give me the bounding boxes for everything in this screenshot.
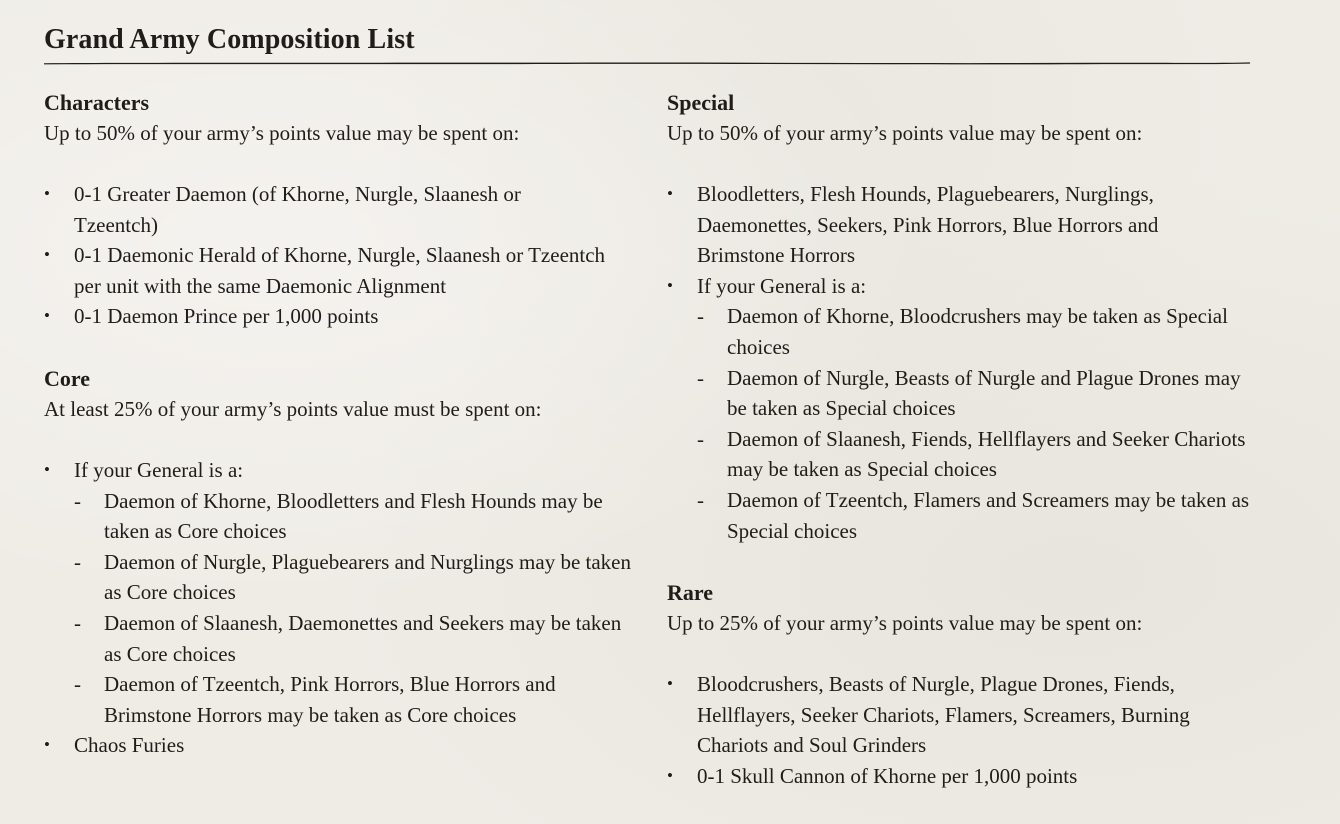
core-intro: At least 25% of your army’s points value must be spent on:: [44, 397, 542, 421]
dash-icon: [74, 547, 104, 578]
page-title: Grand Army Composition List: [44, 24, 415, 55]
special-first-item-text: Bloodletters, Flesh Hounds, Plaguebearers, Nurglings, Daemonettes, Seekers, Pink Horrors, Blue Horrors and Brimstone Horrors: [697, 182, 1159, 268]
document-page: [44, 22, 1250, 788]
special-option-text: Daemon of Tzeentch, Flamers and Screamers may be taken as Special choices: [727, 487, 1250, 543]
characters-intro: Up to 50% of your army’s points value may be spent on:: [44, 121, 520, 145]
characters-item-text: 0-1 Daemon Prince per 1,000 points: [74, 304, 379, 329]
rare-item-text: 0-1 Skull Cannon of Khorne per 1,000 points: [697, 763, 1078, 788]
bullet-icon: [44, 179, 74, 210]
sub-list-item: [697, 485, 1257, 546]
underline-brushstroke: [44, 60, 1250, 66]
sub-list-item: [74, 547, 644, 608]
characters-section: [44, 88, 644, 332]
sub-list-item: [74, 608, 634, 669]
list-item: [44, 455, 644, 730]
list-item: [667, 669, 1242, 761]
bullet-icon: [667, 179, 697, 210]
sub-list-item: [74, 486, 604, 547]
sub-list-item: [697, 363, 1257, 424]
dash-icon: [74, 608, 104, 639]
special-heading: Special: [667, 90, 735, 115]
core-heading: Core: [44, 366, 91, 391]
list-item: [44, 301, 644, 332]
special-option-text: Daemon of Nurgle, Beasts of Nurgle and Plague Drones may be taken as Special choices: [727, 365, 1241, 421]
special-option-text: Daemon of Slaanesh, Fiends, Hellflayers and Seeker Chariots may be taken as Special choices: [727, 426, 1246, 482]
special-general-label: If your General is a:: [697, 273, 867, 298]
bullet-icon: [44, 240, 74, 271]
characters-heading: Characters: [44, 90, 150, 115]
bullet-icon: [667, 271, 697, 302]
core-last-item-text: Chaos Furies: [74, 733, 185, 758]
sub-list-item: [697, 424, 1247, 485]
sub-list-item: [697, 301, 1237, 362]
special-section: [667, 88, 1257, 546]
title-underline: [44, 60, 1250, 64]
characters-list: [44, 179, 644, 332]
bullet-icon: [44, 730, 74, 761]
list-item: [44, 730, 644, 761]
core-general-label: If your General is a:: [74, 458, 244, 482]
characters-item-text: 0-1 Greater Daemon (of Khorne, Nurgle, Slaanesh or Tzeentch): [74, 182, 521, 237]
core-section: [44, 364, 644, 761]
dash-icon: [697, 301, 727, 332]
list-item: [667, 179, 1242, 271]
core-general-sublist: [74, 486, 644, 731]
rare-list: [667, 669, 1257, 791]
list-item: [667, 761, 1257, 792]
bullet-icon: [667, 761, 697, 792]
sub-list-item: [74, 669, 634, 730]
list-item: [44, 179, 574, 240]
core-list: [44, 455, 644, 761]
characters-item-text: 0-1 Daemonic Herald of Khorne, Nurgle, Slaanesh or Tzeentch per unit with the same Daemonic Alignment: [74, 243, 606, 298]
core-option-text: Daemon of Slaanesh, Daemonettes and Seekers may be taken as Core choices: [104, 610, 622, 666]
rare-intro: Up to 25% of your army’s points value may be spent on:: [667, 611, 1143, 635]
dash-icon: [697, 485, 727, 516]
dash-icon: [697, 424, 727, 455]
list-item: [44, 240, 634, 301]
list-item: [667, 271, 1257, 546]
rare-item-text: Bloodcrushers, Beasts of Nurgle, Plague Drones, Fiends, Hellflayers, Seeker Chariots, Flamers, Screamers, Burning Chariots and Soul Grinders: [697, 672, 1190, 758]
core-option-text: Daemon of Khorne, Bloodletters and Flesh Hounds may be taken as Core choices: [104, 488, 603, 544]
core-option-text: Daemon of Nurgle, Plaguebearers and Nurglings may be taken as Core choices: [104, 549, 631, 605]
special-list: [667, 179, 1257, 546]
special-option-text: Daemon of Khorne, Bloodcrushers may be taken as Special choices: [727, 304, 1228, 359]
rare-heading: Rare: [667, 580, 714, 605]
bullet-icon: [44, 455, 74, 486]
special-general-sublist: [697, 301, 1257, 546]
core-option-text: Daemon of Tzeentch, Pink Horrors, Blue Horrors and Brimstone Horrors may be taken as Core choices: [104, 672, 556, 727]
bullet-icon: [667, 669, 697, 700]
dash-icon: [697, 363, 727, 394]
rare-section: [667, 578, 1257, 791]
dash-icon: [74, 486, 104, 517]
bullet-icon: [44, 301, 74, 332]
dash-icon: [74, 669, 104, 700]
special-intro: Up to 50% of your army’s points value may be spent on:: [667, 121, 1143, 145]
